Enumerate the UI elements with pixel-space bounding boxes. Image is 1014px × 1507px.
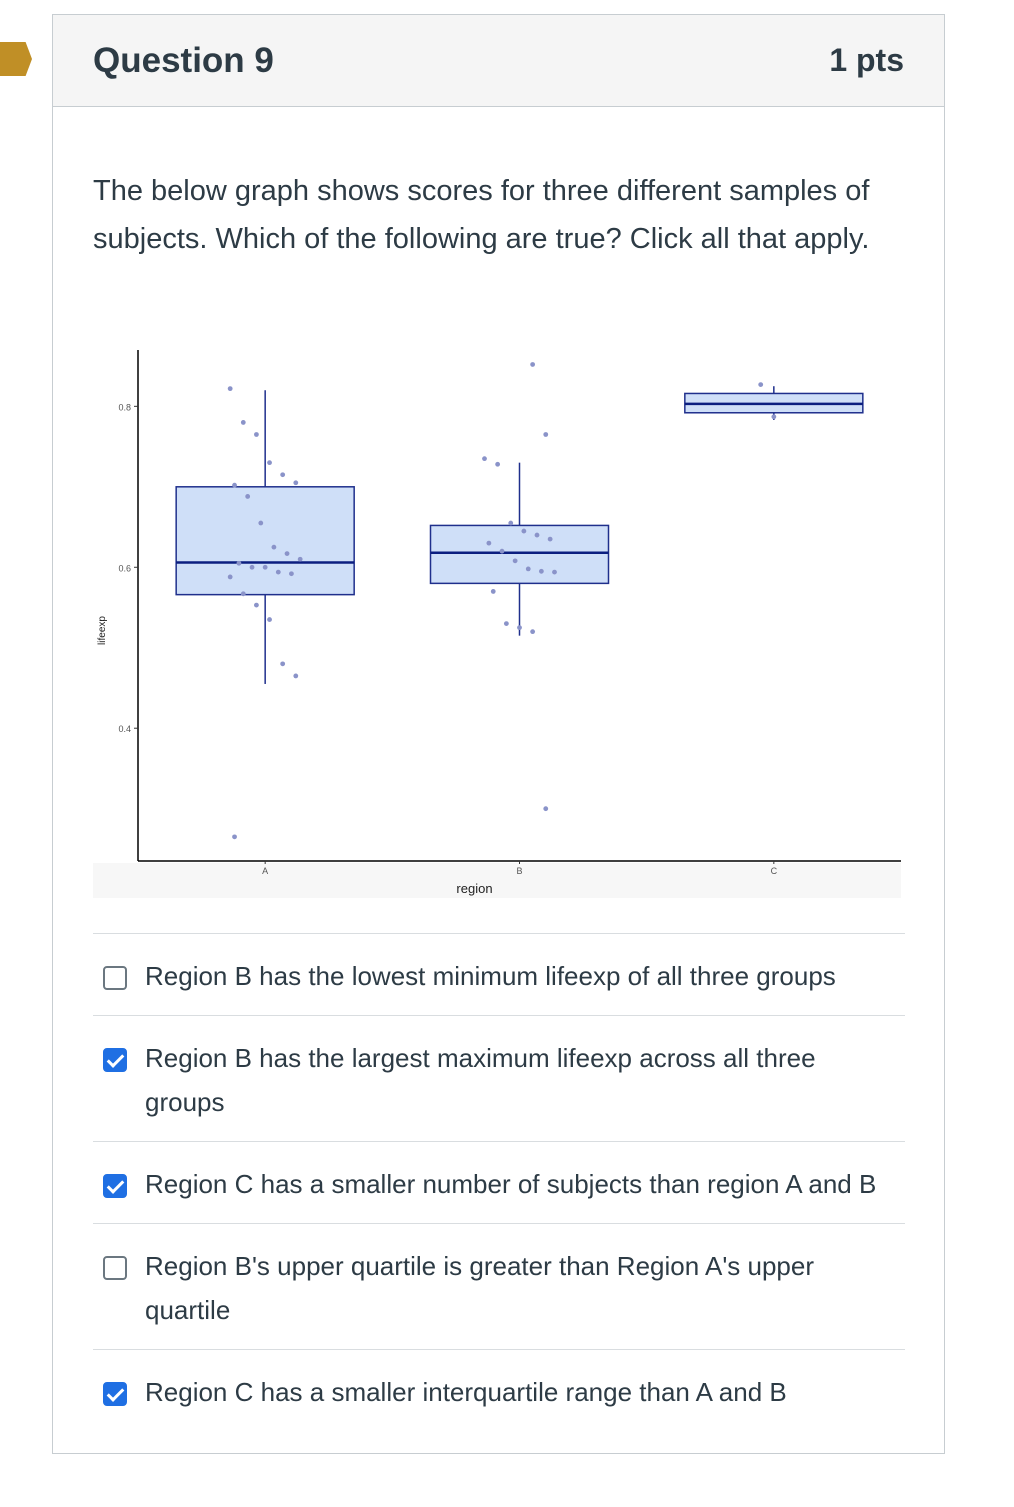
box-B — [431, 525, 609, 583]
data-point — [298, 557, 303, 562]
data-point — [543, 432, 548, 437]
data-point — [276, 570, 281, 575]
data-point — [241, 591, 246, 596]
answer-checkbox[interactable] — [103, 1256, 127, 1280]
data-point — [508, 521, 513, 526]
data-point — [293, 674, 298, 679]
question-title: Question 9 — [93, 40, 274, 80]
y-tick-label: 0.6 — [118, 563, 131, 574]
data-point — [237, 561, 242, 566]
data-point — [543, 806, 548, 811]
question-points: 1 pts — [829, 42, 904, 78]
data-point — [245, 494, 250, 499]
y-tick-label: 0.8 — [118, 402, 131, 413]
answer-option[interactable] — [93, 933, 905, 1015]
answer-label[interactable]: Region C has a smaller number of subjects than region A and B — [145, 1169, 877, 1199]
data-point — [250, 565, 255, 570]
data-point — [521, 529, 526, 534]
data-point — [254, 603, 259, 608]
data-point — [491, 589, 496, 594]
data-point — [530, 362, 535, 367]
question-card — [52, 14, 945, 1454]
data-point — [495, 462, 500, 467]
data-point — [263, 565, 268, 570]
answer-option[interactable] — [93, 1015, 905, 1141]
data-point — [280, 472, 285, 477]
boxplot-chart — [93, 340, 905, 900]
data-point — [482, 456, 487, 461]
data-point — [228, 386, 233, 391]
answer-label[interactable]: Region B has the lowest minimum lifeexp of all three groups — [145, 961, 836, 991]
data-point — [758, 382, 763, 387]
answer-label[interactable]: Region C has a smaller interquartile range than A and B — [145, 1377, 787, 1407]
answer-checkbox[interactable] — [103, 1382, 127, 1406]
data-point — [771, 414, 776, 419]
answer-list — [93, 933, 905, 1431]
data-point — [486, 541, 491, 546]
boxplot-svg — [93, 340, 905, 900]
answer-checkbox[interactable] — [103, 966, 127, 990]
answer-option[interactable] — [93, 1223, 905, 1349]
data-point — [500, 549, 505, 554]
question-flag — [0, 42, 32, 76]
data-point — [535, 533, 540, 538]
data-point — [272, 545, 277, 550]
answer-checkbox[interactable] — [103, 1174, 127, 1198]
data-point — [228, 575, 233, 580]
answer-checkbox[interactable] — [103, 1048, 127, 1072]
data-point — [548, 537, 553, 542]
data-point — [258, 521, 263, 526]
question-header — [53, 15, 944, 107]
data-point — [539, 569, 544, 574]
data-point — [254, 432, 259, 437]
data-point — [513, 558, 518, 563]
data-point — [232, 834, 237, 839]
answer-option[interactable] — [93, 1349, 905, 1431]
data-point — [552, 570, 557, 575]
answer-label[interactable]: Region B has the largest maximum lifeexp across all three groups — [145, 1043, 816, 1117]
data-point — [517, 625, 522, 630]
data-point — [232, 483, 237, 488]
data-point — [289, 571, 294, 576]
box-A — [176, 487, 354, 595]
data-point — [526, 566, 531, 571]
data-point — [280, 661, 285, 666]
data-point — [267, 460, 272, 465]
x-axis-label: region — [456, 881, 493, 896]
y-axis-label: lifeexp — [97, 616, 108, 645]
data-point — [267, 617, 272, 622]
data-point — [241, 420, 246, 425]
data-point — [285, 551, 290, 556]
answer-label[interactable]: Region B's upper quartile is greater than Region A's upper quartile — [145, 1251, 815, 1325]
data-point — [504, 621, 509, 626]
answer-option[interactable] — [93, 1141, 905, 1223]
x-tick-label: B — [516, 866, 523, 876]
x-tick-label: A — [262, 866, 269, 876]
data-point — [293, 480, 298, 485]
y-tick-label: 0.4 — [118, 724, 131, 735]
x-tick-label: C — [770, 866, 778, 876]
data-point — [530, 629, 535, 634]
x-axis-band — [93, 863, 901, 898]
question-text: The below graph shows scores for three different samples of subjects. Which of the following are true? Click all that apply. — [93, 175, 870, 255]
